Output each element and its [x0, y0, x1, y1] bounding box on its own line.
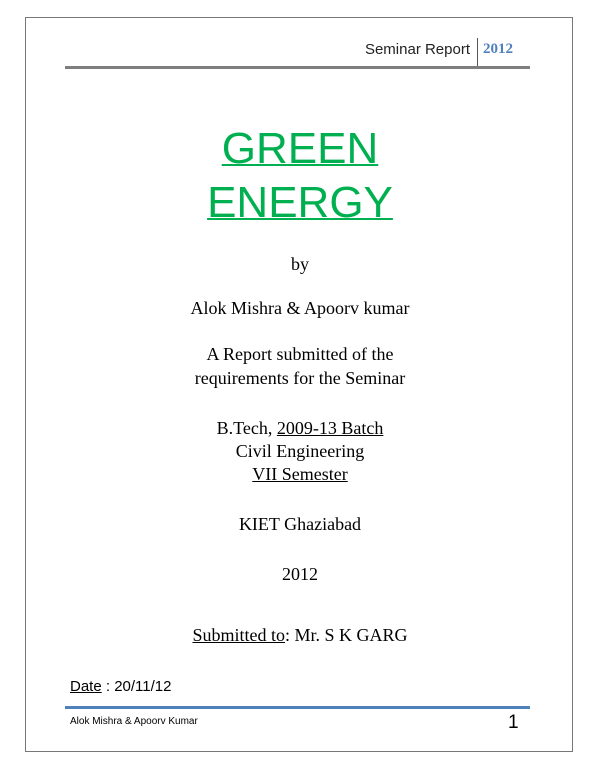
footer-author: Alok Mishra & Apoorv Kumar [70, 716, 198, 727]
purpose-line-2: requirements for the Seminar [194, 368, 406, 388]
date-value: 20/11/12 [114, 678, 172, 695]
submitted-to: Mr. S K GARG [294, 625, 408, 645]
page-number: 1 [508, 712, 519, 733]
authors: Alok Mishra & Apoorv kumar [190, 298, 410, 318]
footer-rule [65, 706, 530, 709]
batch: 2009-13 Batch [276, 418, 384, 438]
purpose-line-1: A Report submitted of the [206, 344, 394, 364]
degree-prefix: B.Tech, [216, 418, 277, 438]
date-label: Date [70, 678, 102, 695]
header-separator [477, 38, 478, 66]
report-year: 2012 [282, 564, 318, 584]
semester [0, 464, 600, 485]
header-year: 2012 [483, 41, 513, 57]
header-rule [65, 66, 530, 69]
date-line [70, 678, 171, 695]
semester-text: VII Semester [252, 464, 348, 484]
department: Civil Engineering [235, 441, 365, 461]
submitted-separator: : [284, 625, 295, 645]
degree-line [0, 418, 600, 439]
submitted-label: Submitted to [192, 625, 285, 645]
title-line-2: ENERGY [207, 178, 393, 227]
institute: KIET Ghaziabad [238, 514, 362, 534]
date-separator: : [101, 678, 115, 695]
header-report-label: Seminar Report [364, 41, 470, 58]
by-text: by [291, 254, 309, 274]
title-line-1: GREEN [221, 124, 379, 173]
submitted-line [0, 625, 600, 646]
